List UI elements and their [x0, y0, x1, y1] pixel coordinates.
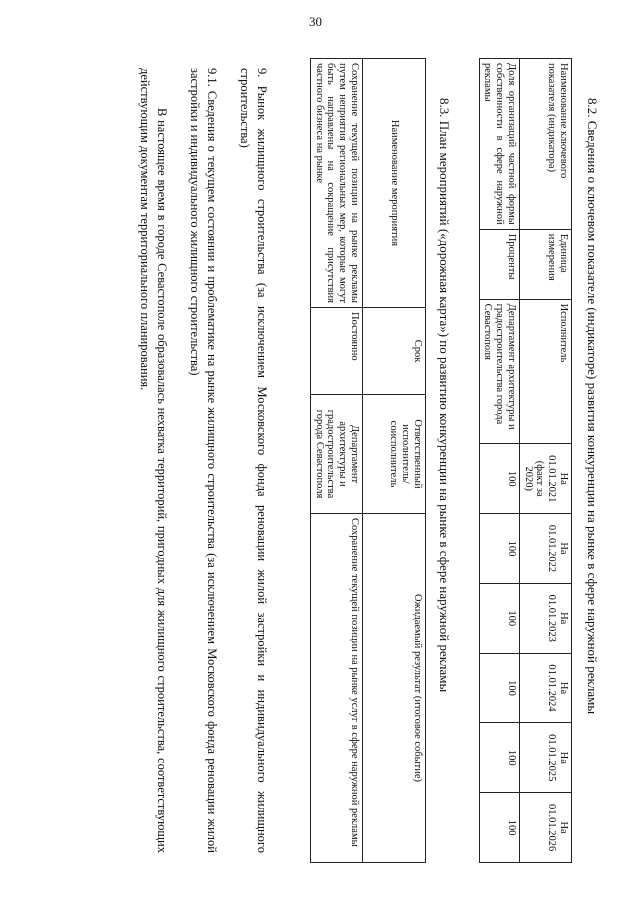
header-cell: На 01.01.2025	[520, 723, 572, 793]
section-8-3-title: 8.3. План мероприятий («дорожная карта») по развитию конкуренции на рынке в сфере наружной рекламы	[437, 98, 452, 693]
table-cell: Доля организаций частной формы собственности в сфере наружной рекламы	[479, 59, 519, 230]
roadmap-table	[310, 58, 426, 863]
table-cell: 100	[479, 514, 519, 584]
table-row	[479, 59, 519, 863]
header-cell: На 01.01.2022	[520, 514, 572, 584]
section-9-title: 9. Рынок жилищного строительства (за исключением Московского фонда реновации жилой застройки и индивидуального жилищного строительства)	[238, 68, 269, 853]
body-paragraph: В настоящее время в городе Севастополе образовалась нехватка территорий, пригодных для жилищного строительства, соответствующих действующим документам территориального планирования.	[138, 68, 169, 853]
table-cell: Сохранение текущей позиции на рынке рекламы путем неприятия региональных мер, которые могут быть направлены на сокращение присутствия частного бизнеса на рынке	[311, 59, 363, 308]
table-cell: 100	[479, 583, 519, 653]
table-cell: Департамент архитектуры и градостроительства города Севастополя	[479, 299, 519, 444]
header-cell: Исполнитель	[520, 299, 572, 444]
table-cell: Проценты	[479, 229, 519, 299]
table-row	[311, 59, 363, 863]
table-cell: 100	[479, 444, 519, 514]
table-cell: 100	[479, 723, 519, 793]
header-cell: Ожидаемый результат (итоговое событие)	[363, 514, 426, 863]
section-9-1-title: 9.1. Сведения о текущем состоянии и проблематике на рынке жилищного строительства (за исключением Московского фонда реновации жилой застройки и индивидуального жилищного строительства)	[188, 68, 219, 853]
table-cell: Сохранение текущей позиции на рынке услуг в сфере наружной рекламы	[311, 514, 363, 863]
header-cell: Наименование мероприятия	[363, 59, 426, 308]
table-header-row	[363, 59, 426, 863]
header-cell: Ответственный исполнитель/ соисполнитель	[363, 395, 426, 514]
header-cell: Наименование ключевого показателя (индикатора)	[520, 59, 572, 230]
header-cell: Единица измерения	[520, 229, 572, 299]
header-cell: На 01.01.2021 (факт за 2020)	[520, 444, 572, 514]
page-number: 30	[309, 14, 322, 29]
indicator-table	[479, 58, 572, 863]
header-cell: На 01.01.2026	[520, 793, 572, 863]
header-cell: Срок	[363, 308, 426, 395]
table-cell: Постоянно	[311, 308, 363, 395]
section-8-2-title: 8.2. Сведения о ключевом показателе (индикаторе) развития конкуренции на рынке в сфере наружной рекламы	[585, 98, 600, 715]
table-header-row	[520, 59, 572, 863]
table-cell: 100	[479, 793, 519, 863]
table-cell: Департамент архитектуры и градостроительства города Севастополя	[311, 395, 363, 514]
header-cell: На 01.01.2024	[520, 653, 572, 723]
header-cell: На 01.01.2023	[520, 583, 572, 653]
table-cell: 100	[479, 653, 519, 723]
rotated-content	[130, 58, 600, 863]
